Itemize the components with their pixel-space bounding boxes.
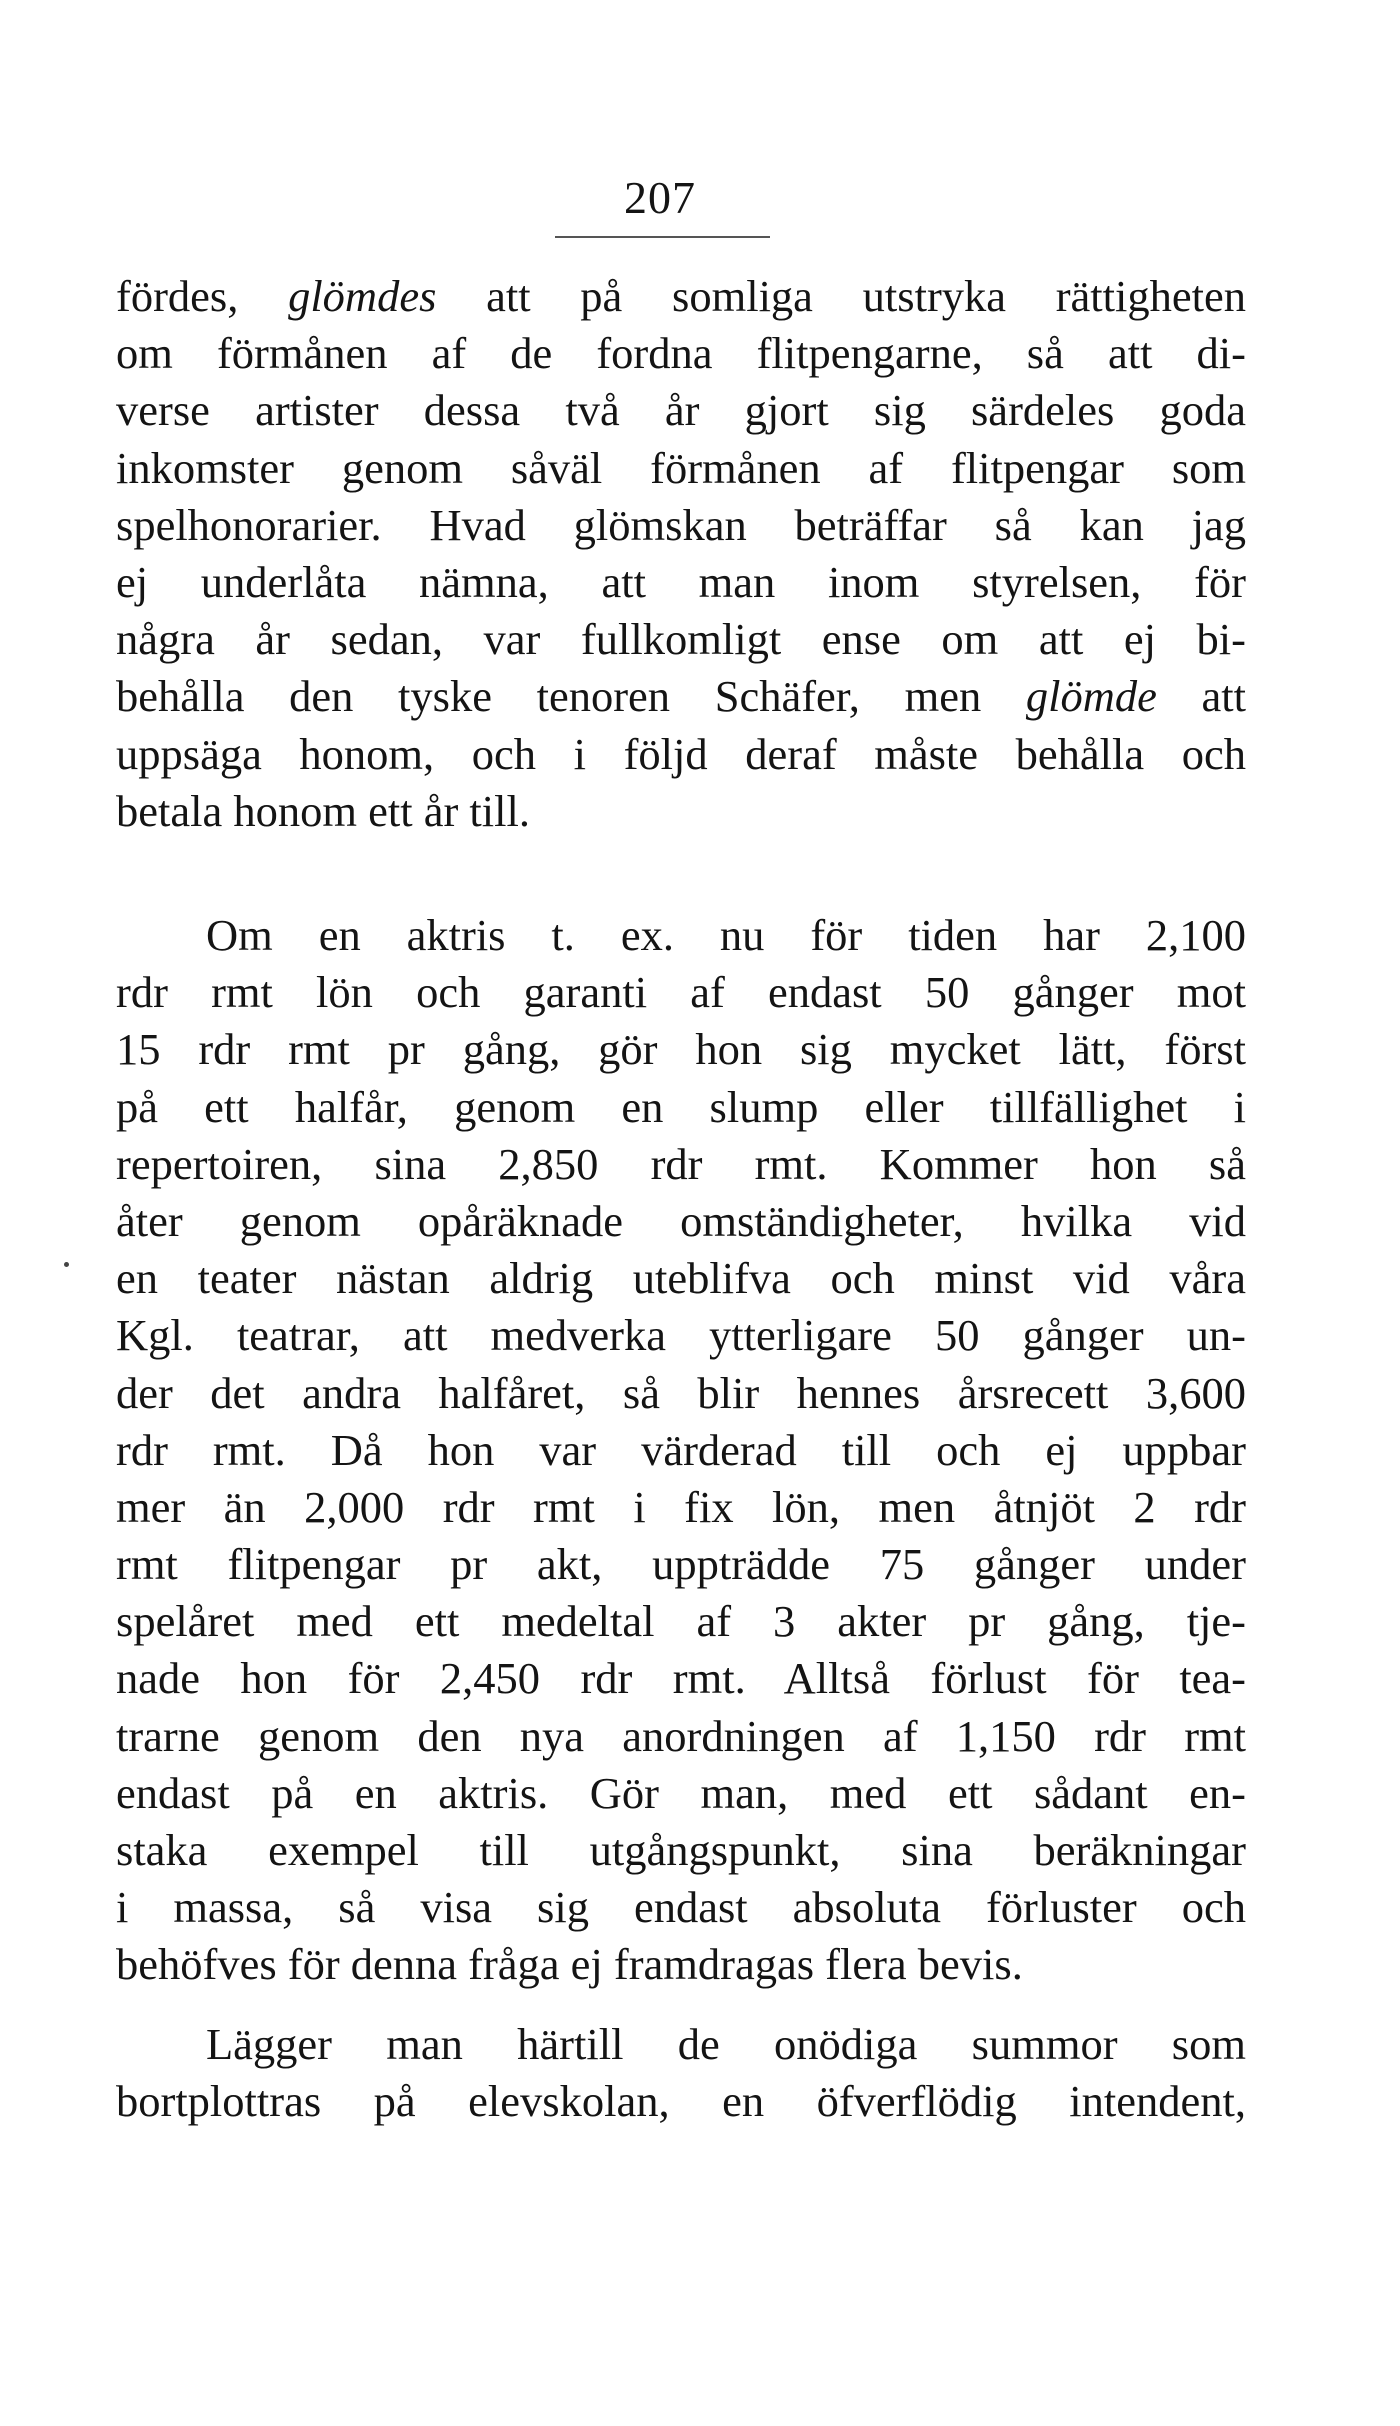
text-line [116,1136,1246,1193]
text-run: i massa, så visa sig endast absoluta förluster och [116,1882,1246,1933]
text-run: mer än 2,000 rdr rmt i fix lön, men åtnjöt 2 rdr [116,1481,1246,1532]
text-line [116,783,1246,840]
paragraph-1 [116,268,1246,840]
text-line [116,907,1246,964]
text-run: att [1156,671,1247,722]
text-run: Om en aktris t. ex. nu för tiden har 2,100 [206,910,1246,960]
text-line [116,1250,1246,1307]
text-line [116,1708,1246,1765]
page-number: 207 [624,172,696,223]
text-run: åter genom opåräknade omständigheter, hvilka vid [116,1195,1246,1246]
text-run: uppsäga honom, och i följd deraf måste behålla och [116,728,1246,779]
text-run: att på somliga utstryka rättigheten [436,271,1247,321]
text-line [116,2016,1246,2073]
paragraph-3 [116,2016,1246,2130]
text-line [116,668,1246,725]
text-line [116,964,1246,1021]
text-run: der det andra halfåret, så blir hennes årsrecett 3,600 [116,1367,1246,1418]
text-run: rmt flitpengar pr akt, uppträdde 75 gånger under [116,1539,1246,1590]
text-line [116,1079,1246,1136]
emphasized-word: glömde [1025,671,1157,722]
text-line [116,1021,1246,1078]
text-line [116,1822,1246,1879]
text-run: endast på en aktris. Gör man, med ett sådant en- [116,1767,1246,1818]
text-line [116,382,1246,439]
text-line [116,1193,1246,1250]
text-run: behålla den tyske tenoren Schäfer, men [116,671,1026,722]
text-run: ej underlåta nämna, att man inom styrelsen, för [116,556,1246,607]
text-run: på ett halfår, genom en slump eller tillfällighet i [116,1081,1246,1132]
text-line [116,2073,1246,2130]
text-run: rdr rmt lön och garanti af endast 50 gånger mot [116,967,1246,1018]
text-run: verse artister dessa två år gjort sig särdeles goda [116,385,1246,436]
text-line [116,1479,1246,1536]
text-run: betala honom ett år till. [116,785,530,836]
text-run: inkomster genom såväl förmånen af flitpengar som [116,442,1246,493]
text-run: rdr rmt. Då hon var värderad till och ej uppbar [116,1424,1246,1475]
text-run: repertoiren, sina 2,850 rdr rmt. Kommer hon så [116,1138,1246,1189]
text-line [116,1765,1246,1822]
text-line [116,611,1246,668]
emphasized-word: glömdes [288,271,437,321]
text-run: spelhonorarier. Hvad glömskan beträffar så kan jag [116,499,1246,550]
text-line [116,1365,1246,1422]
text-line [116,554,1246,611]
text-line [116,1593,1246,1650]
text-line [116,1879,1246,1936]
margin-speck [64,1262,69,1267]
header-rule [555,236,770,238]
text-run: 15 rdr rmt pr gång, gör hon sig mycket lätt, först [116,1024,1246,1075]
text-run: nade hon för 2,450 rdr rmt. Alltså förlust för tea- [116,1653,1246,1704]
text-run: bortplottras på elevskolan, en öfverflödig intendent, [116,2076,1246,2127]
text-line [116,1936,1246,1993]
paragraph-2 [116,907,1246,1994]
text-line [116,268,1246,325]
text-line [116,497,1246,554]
text-line [116,1422,1246,1479]
text-run: en teater nästan aldrig uteblifva och minst vid våra [116,1253,1246,1304]
text-run: om förmånen af de fordna flitpengarne, så att di- [116,328,1246,379]
text-line [116,1536,1246,1593]
text-run: behöfves för denna fråga ej framdragas flera bevis. [116,1939,1023,1990]
text-run: Kgl. teatrar, att medverka ytterligare 50 gånger un- [116,1310,1246,1361]
text-run: Lägger man härtill de onödiga summor som [206,2019,1246,2069]
text-line [116,1307,1246,1364]
text-run: spelåret med ett medeltal af 3 akter pr gång, tje- [116,1596,1246,1647]
text-line [116,1650,1246,1707]
text-run: fördes, [116,271,289,321]
text-line [116,440,1246,497]
text-line [116,726,1246,783]
text-line [116,325,1246,382]
text-run: några år sedan, var fullkomligt ense om att ej bi- [116,614,1246,665]
text-run: staka exempel till utgångspunkt, sina beräkningar [116,1825,1246,1875]
text-run: trarne genom den nya anordningen af 1,150 rdr rmt [116,1710,1246,1761]
